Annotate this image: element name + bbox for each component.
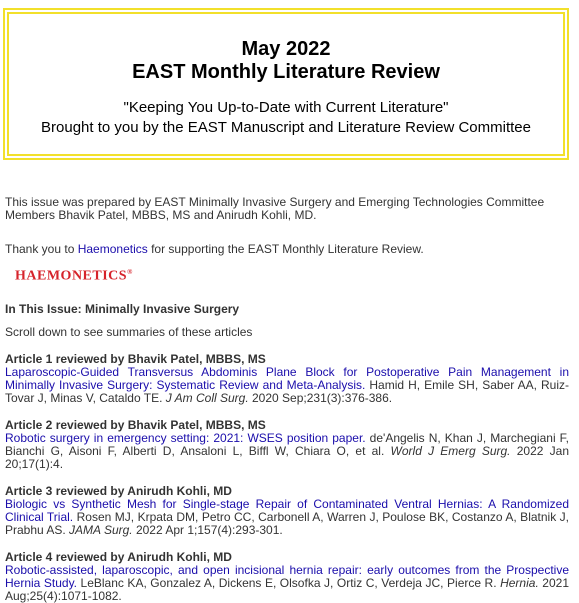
article-authors: Rosen MJ, Krpata DM, Petro CC, Carbonell A, Warren J, Poulose BK, Costanzo A, Blatnik J, Prabhu AS. [5,509,570,537]
article-journal: Hernia. [500,575,539,590]
article-2 [5,419,569,471]
article-3 [5,485,569,537]
article-link[interactable]: Robotic surgery in emergency setting: 2021: WSES position paper. [5,430,366,445]
article-link[interactable]: Laparoscopic-Guided Transversus Abdominis Plane Block for Postoperative Pain Management in Minimally Invasive Surgery: Systematic Review and Meta-Analysis. [5,364,569,392]
article-authors: de'Angelis N, Khan J, Marchegiani F, Bianchi G, Aisoni F, Alberti D, Ansaloni L, Biffl W, Chiara O, et al. [5,430,570,458]
newsletter-content [5,196,569,603]
article-citation: 2022 Jan 20;17(1):4. [5,443,569,471]
article-citation: 2022 Apr 1;157(4):293-301. [132,522,283,537]
logo-text: HAEMONETICS [15,268,128,284]
article-journal: J Am Coll Surg. [165,390,249,405]
haemonetics-link[interactable]: Haemonetics [77,242,148,256]
article-1 [5,353,569,405]
haemonetics-logo[interactable] [15,266,569,283]
article-4 [5,551,569,603]
newsletter-header-box [3,8,569,160]
thanks-after: for supporting the EAST Monthly Literature Review. [147,242,424,256]
article-heading: Article 4 reviewed by Anirudh Kohli, MD [5,549,232,564]
logo-trademark: ® [127,268,133,276]
article-journal: World J Emerg Surg. [390,443,511,458]
in-this-issue-heading: In This Issue: Minimally Invasive Surgery [5,301,240,316]
article-heading: Article 1 reviewed by Bhavik Patel, MBBS, MS [5,351,266,366]
newsletter-title: EAST Monthly Literature Review [132,61,440,83]
article-link[interactable]: Biologic vs Synthetic Mesh for Single-stage Repair of Contaminated Ventral Hernias: A Randomized Clinical Trial. [5,496,569,524]
article-journal: JAMA Surg. [69,522,133,537]
issue-date: May 2022 [241,38,331,60]
scroll-note: Scroll down to see summaries of these articles [5,324,253,339]
article-heading: Article 3 reviewed by Anirudh Kohli, MD [5,483,232,498]
article-heading: Article 2 reviewed by Bhavik Patel, MBBS, MS [5,417,266,432]
article-citation: 2021 Aug;25(4):1071-1082. [5,575,570,603]
newsletter-byline: Brought to you by the EAST Manuscript and Literature Review Committee [41,119,531,136]
article-link[interactable]: Robotic-assisted, laparoscopic, and open incisional hernia repair: early outcomes from the Prospective Hernia Study. [5,562,569,590]
article-authors: Hamid H, Emile SH, Saber AA, Ruiz-Tovar J, Minas V, Cataldo TE. [5,377,569,405]
prepared-by-text: This issue was prepared by EAST Minimally Invasive Surgery and Emerging Technologies Committee Members Bhavik Patel, MBBS, MS and Anirudh Kohli, MD. [5,195,545,222]
newsletter-tagline: "Keeping You Up-to-Date with Current Literature" [123,99,449,116]
thanks-before: Thank you to [5,242,78,256]
article-citation: 2020 Sep;231(3):376-386. [248,390,393,405]
thanks-text [5,243,569,256]
article-authors: LeBlanc KA, Gonzalez A, Dickens E, Olsofka J, Ortiz C, Verdeja JC, Pierce R. [77,575,501,590]
